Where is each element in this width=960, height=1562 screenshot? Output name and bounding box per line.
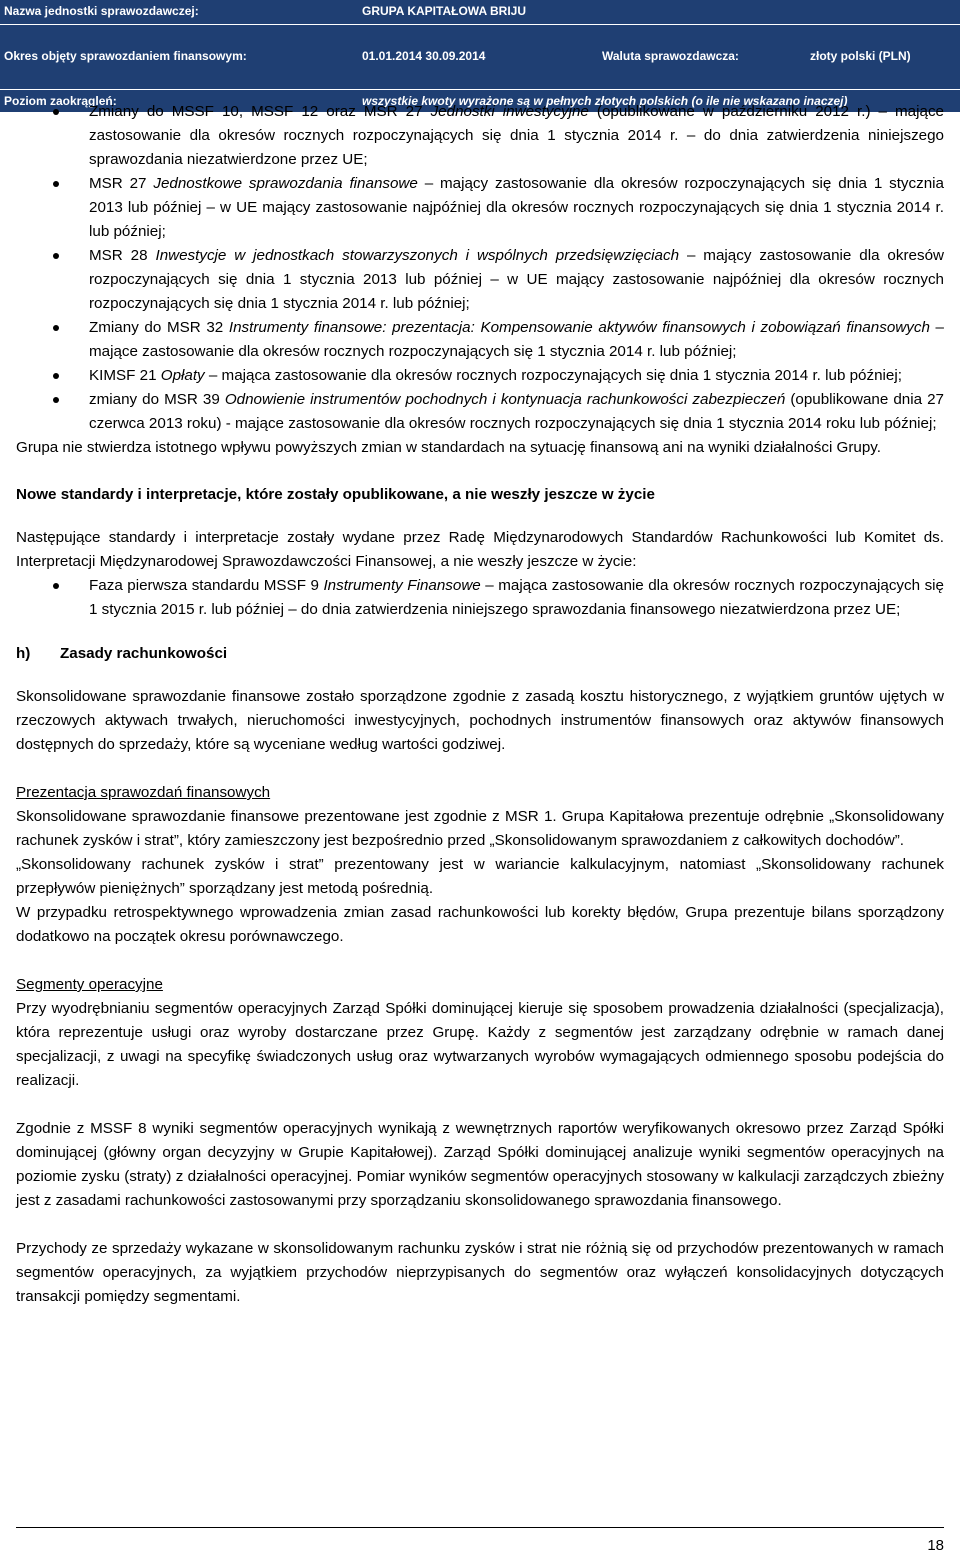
paragraph-segments-3: Przychody ze sprzedaży wykazane w skonsolidowanym rachunku zysków i strat nie różnią się od przychodów prezentowanych w ramach segmentów operacyjnych, za wyjątkiem przychodów nieprzypisanych do segmentów oraz wyłączeń konsolidacyjnych dotyczących transakcji pomiędzy segmentami.	[16, 1240, 944, 1305]
list-item-text: Zmiany do MSR 32	[89, 319, 229, 336]
list-item	[16, 364, 944, 388]
list-item-text: (opublikowane dnia 27 czerwca 2013 roku) - mające zastosowanie dla okresów rocznych rozpoczynających się dnia 1 stycznia 2014 roku lub później;	[89, 391, 944, 432]
entity-label: Nazwa jednostki sprawozdawczej:	[4, 4, 199, 18]
bullet-icon	[53, 397, 59, 403]
paragraph-following: Następujące standardy i interpretacje zostały wydane przez Radę Międzynarodowych Standardów Rachunkowości lub Komitet ds. Interpretacji Międzynarodowej Sprawozdawczości Finansowej, a nie weszły jeszcze w życie:	[16, 529, 944, 570]
list-item-text: MSR 28	[89, 247, 156, 264]
list-item	[16, 100, 944, 172]
period-value: 01.01.2014 30.09.2014	[362, 49, 486, 63]
paragraph-segments-2: Zgodnie z MSSF 8 wyniki segmentów operacyjnych wynikają z wewnętrznych raportów weryfikowanych okresowo przez Zarząd Spółki dominującej (główny organ decyzyjny w Grupie Kapitałowej). Zarząd Spółki dominującej analizuje wyniki segmentów operacyjnych na poziomie zysku (straty) z działalności operacyjnej. Pomiar wyników segmentów operacyjnych stosowany w kalkulacji zarządczych zbieżny jest z zasadami rachunkowości zastosowanymi przy sporządzaniu skonsolidowanego sprawozdania finansowego.	[16, 1120, 944, 1209]
list-item-text: MSR 27	[89, 175, 154, 192]
paragraph-segments-1: Przy wyodrębnianiu segmentów operacyjnych Zarząd Spółki dominującej kieruje się sposobem prowadzenia działalności (specjalizacja), która reprezentuje usługi oraz wyroby dostarczane przez Grupę. Każdy z segmentów jest zarządzany odrębnie w ramach danej specjalizacji, z uwagi na specyfikę świadczonych usług oraz wytwarzanych wyrobów wymagających odmiennego sposobu podejścia do realizacji.	[16, 1000, 944, 1089]
list-item-text: Faza pierwsza standardu MSSF 9	[89, 577, 324, 594]
standard-title: Jednostki inwestycyjne	[430, 103, 589, 120]
currency-value: złoty polski (PLN)	[810, 49, 911, 63]
rounding-value: wszystkie kwoty wyrażone są w pełnych złotych polskich (o ile nie wskazano inaczej)	[362, 94, 848, 108]
paragraph-basis: Skonsolidowane sprawozdanie finansowe zostało sporządzone zgodnie z zasadą kosztu historycznego, z wyjątkiem gruntów ujętych w rzeczowych aktywach trwałych, nieruchomości inwestycyjnych, pochodnych instrumentów finansowych oraz aktywów finansowych dostępnych do sprzedaży, które są wyceniane według wartości godziwej.	[16, 688, 944, 753]
standard-title: Inwestycje w jednostkach stowarzyszonych i wspólnych przedsięwzięciach	[155, 247, 680, 264]
list-item-text: Zmiany do MSSF 10, MSSF 12 oraz MSR 27	[89, 103, 431, 120]
standard-title: Instrumenty Finansowe	[323, 577, 481, 594]
header-row-period	[0, 25, 960, 90]
bullet-icon	[53, 373, 59, 379]
list-item-text: – mająca zastosowanie dla okresów rocznych rozpoczynających się 1 stycznia 2015 r. lub później – do dnia zatwierdzenia niniejszego sprawozdania finansowego niezatwierdzona przez UE;	[89, 577, 944, 618]
entity-value: GRUPA KAPITAŁOWA BRIJU	[362, 4, 526, 18]
list-item	[16, 316, 944, 364]
list-item-text: – mający zastosowanie dla okresów rozpoczynających się dnia 1 stycznia 2013 lub później – w UE mający zastosowanie najpóźniej dla okresów rocznych rozpoczynających się dnia 1 stycznia 2014 r. lub później;	[89, 247, 944, 312]
section-title: Zasady rachunkowości	[60, 645, 228, 662]
list-item	[16, 244, 944, 316]
list-item	[16, 388, 944, 436]
document-body	[16, 100, 944, 1309]
currency-label: Waluta sprawozdawcza:	[602, 49, 739, 63]
list-item-text: – mająca zastosowanie dla okresów rocznych rozpoczynających się dnia 1 stycznia 2014 r. lub później;	[204, 367, 902, 384]
bullet-icon	[53, 181, 59, 187]
section-h-heading	[16, 642, 944, 666]
list-item-text: KIMSF 21	[89, 367, 161, 384]
rounding-label: Poziom zaokrągleń:	[4, 94, 117, 108]
list-item-text: – mające zastosowanie dla okresów rocznych rozpoczynających się 1 stycznia 2014 r. lub później;	[89, 319, 944, 360]
heading-segments: Segmenty operacyjne	[16, 976, 163, 993]
bullet-icon	[53, 253, 59, 259]
standard-title: Odnowienie instrumentów pochodnych i kontynuacja rachunkowości zabezpieczeń	[224, 391, 786, 408]
period-label: Okres objęty sprawozdaniem finansowym:	[4, 49, 247, 63]
standard-title: Jednostkowe sprawozdania finansowe	[153, 175, 418, 192]
new-standards-list	[16, 574, 944, 622]
standard-title: Instrumenty finansowe: prezentacja: Kompensowanie aktywów finansowych i zobowiązań finansowych	[228, 319, 930, 336]
section-letter: h)	[16, 645, 31, 662]
heading-new-standards: Nowe standardy i interpretacje, które zostały opublikowane, a nie weszły jeszcze w życie	[16, 486, 655, 503]
paragraph-presentation-3: W przypadku retrospektywnego wprowadzenia zmian zasad rachunkowości lub korekty błędów, Grupa prezentuje bilans sporządzony dodatkowo na początek okresu porównawczego.	[16, 904, 944, 945]
header-row-entity	[0, 0, 960, 25]
paragraph-presentation-2: „Skonsolidowany rachunek zysków i strat” prezentowany jest w wariancie kalkulacyjnym, natomiast „Skonsolidowany rachunek przepływów pieniężnych” sporządzany jest metodą pośrednią.	[16, 856, 944, 897]
heading-presentation: Prezentacja sprawozdań finansowych	[16, 784, 271, 801]
bullet-icon	[53, 109, 59, 115]
standard-title: Opłaty	[160, 367, 205, 384]
page-number: 18	[927, 1537, 944, 1554]
list-item-text: zmiany do MSR 39	[89, 391, 225, 408]
list-item-text: (opublikowane w październiku 2012 r.) – mające zastosowanie dla okresów rocznych rozpoczynających się dnia 1 stycznia 2014 r. – do dnia zatwierdzenia niniejszego sprawozdania niezatwierdzone przez UE;	[89, 103, 944, 168]
standards-list	[16, 100, 944, 436]
list-item	[16, 574, 944, 622]
bullet-icon	[53, 325, 59, 331]
paragraph-presentation-1: Skonsolidowane sprawozdanie finansowe prezentowane jest zgodnie z MSR 1. Grupa Kapitałowa prezentuje odrębnie „Skonsolidowany rachunek zysków i strat”, który zamieszczony jest bezpośrednio przed „Skonsolidowanym sprawozdaniem z całkowitych dochodów”.	[16, 808, 944, 849]
bullet-icon	[53, 583, 59, 589]
list-item	[16, 172, 944, 244]
list-item-text: – mający zastosowanie dla okresów rozpoczynających się dnia 1 stycznia 2013 lub później – w UE mający zastosowanie najpóźniej dla okresów rocznych rozpoczynających się dnia 1 stycznia 2014 r. lub później;	[89, 175, 944, 240]
footer-divider	[16, 1527, 944, 1528]
report-header	[0, 0, 960, 112]
paragraph-impact: Grupa nie stwierdza istotnego wpływu powyższych zmian w standardach na sytuację finansową ani na wyniki działalności Grupy.	[16, 439, 881, 456]
